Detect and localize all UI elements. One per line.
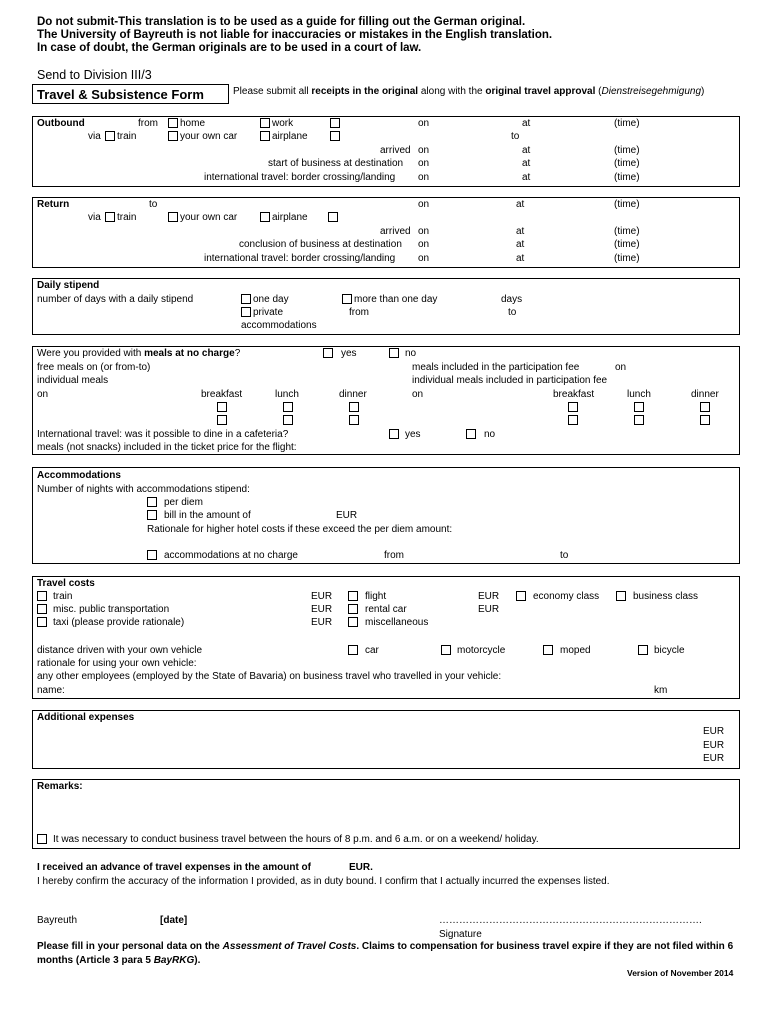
return-arrived-on: on: [418, 226, 430, 237]
economy-class-label: economy class: [533, 591, 600, 602]
bill-label: bill in the amount of: [164, 510, 251, 521]
dinner-checkbox-right-1[interactable]: [700, 402, 710, 412]
note2-post: ).: [194, 955, 201, 966]
train-cost-label: train: [53, 591, 73, 602]
travel-costs-title: Travel costs: [37, 578, 95, 589]
outbound-airplane-checkbox[interactable]: [260, 131, 270, 141]
date-placeholder: [date]: [160, 915, 188, 926]
outbound-border-time: (time): [614, 172, 640, 183]
assessment-note-line-1: [37, 941, 733, 952]
lunch-checkbox-left-1[interactable]: [283, 402, 293, 412]
rental-car-eur: EUR: [478, 604, 500, 615]
bicycle-label: bicycle: [654, 645, 685, 656]
car-checkbox[interactable]: [348, 645, 358, 655]
per-diem-label: per diem: [164, 497, 203, 508]
misc-cost-label: miscellaneous: [365, 617, 429, 628]
cafeteria-yes-label: yes: [405, 429, 421, 440]
more-days-checkbox[interactable]: [342, 294, 352, 304]
outbound-at: at: [522, 118, 531, 129]
note-assessment: Assessment of Travel Costs: [222, 941, 357, 952]
night-weekend-checkbox[interactable]: [37, 834, 47, 844]
return-arrived-at: at: [516, 226, 525, 237]
outbound-title: Outbound: [37, 118, 85, 129]
return-time: (time): [614, 199, 640, 210]
city: Bayreuth: [37, 915, 78, 926]
stipend-from: from: [349, 307, 369, 318]
accommodations-label: accommodations: [241, 320, 317, 331]
cafeteria-yes-checkbox[interactable]: [389, 429, 399, 439]
outbound-other-checkbox[interactable]: [330, 131, 340, 141]
outbound-arrived-at: at: [522, 145, 531, 156]
train-cost-eur: EUR: [311, 591, 333, 602]
no-charge-accommodations-checkbox[interactable]: [147, 550, 157, 560]
dinner-checkbox-right-2[interactable]: [700, 415, 710, 425]
no-charge-label: accommodations at no charge: [164, 550, 298, 561]
outbound-arrived: arrived: [380, 145, 411, 156]
outbound-to: to: [511, 131, 520, 142]
signature-label: Signature: [439, 929, 482, 940]
submit-note-german: Dienstreisegehmigung: [601, 86, 702, 97]
return-border-at: at: [516, 253, 525, 264]
send-to: Send to Division III/3: [37, 68, 152, 82]
outbound-from-label: from: [138, 118, 158, 129]
return-own-car-checkbox[interactable]: [168, 212, 178, 222]
per-diem-checkbox[interactable]: [147, 497, 157, 507]
stipend-days-label: number of days with a daily stipend: [37, 294, 194, 305]
return-via-label: via: [88, 212, 101, 223]
car-label: car: [365, 645, 379, 656]
breakfast-checkbox-left-1[interactable]: [217, 402, 227, 412]
flight-meals-label: meals (not snacks) included in the ticket price for the flight:: [37, 442, 297, 453]
bicycle-checkbox[interactable]: [638, 645, 648, 655]
conclusion-business-on: on: [418, 239, 430, 250]
stipend-title: Daily stipend: [37, 280, 100, 291]
return-border-label: international travel: border crossing/landing: [204, 253, 396, 264]
outbound-own-car-label: your own car: [180, 131, 238, 142]
outbound-train-checkbox[interactable]: [105, 131, 115, 141]
advance-eur: EUR.: [349, 862, 373, 873]
return-border-time: (time): [614, 253, 640, 264]
cafeteria-no-label: no: [484, 429, 496, 440]
taxi-label: taxi (please provide rationale): [53, 617, 185, 628]
business-class-checkbox[interactable]: [616, 591, 626, 601]
motorcycle-label: motorcycle: [457, 645, 506, 656]
return-train-checkbox[interactable]: [105, 212, 115, 222]
meals-included-fee: meals included in the participation fee: [412, 362, 580, 373]
meals-question: [37, 348, 240, 359]
stipend-to: to: [508, 307, 517, 318]
submit-note-approval: original travel approval: [485, 86, 596, 97]
taxi-eur: EUR: [311, 617, 333, 628]
vehicle-rationale-label: rationale for using your own vehicle:: [37, 658, 197, 669]
note2-pre: months (Article 3 para 5: [37, 955, 154, 966]
return-airplane-label: airplane: [272, 212, 308, 223]
disclaimer-line-3: In case of doubt, the German originals are to be used in a court of law.: [37, 42, 422, 54]
outbound-arrived-time: (time): [614, 145, 640, 156]
night-weekend-label: It was necessary to conduct business travel between the hours of 8 p.m. and 6 a.m. or on a weekend/ holiday.: [53, 834, 539, 845]
flight-cost-eur: EUR: [478, 591, 500, 602]
no-charge-from: from: [384, 550, 404, 561]
more-days-label: more than one day: [354, 294, 438, 305]
outbound-border-at: at: [522, 172, 531, 183]
disclaimer-line-2: The University of Bayreuth is not liable for inaccuracies or mistakes in the English translation.: [37, 29, 553, 41]
submit-note-mid: along with the: [418, 86, 486, 97]
meals-question-pre: Were you provided with: [37, 348, 145, 359]
lunch-checkbox-right-1[interactable]: [634, 402, 644, 412]
start-business-label: start of business at destination: [268, 158, 404, 169]
confirm-statement: I hereby confirm the accuracy of the information I provided, as in duty bound. I confirm that I actually incurred the expenses listed.: [37, 876, 610, 887]
public-transport-eur: EUR: [311, 604, 333, 615]
outbound-airplane-label: airplane: [272, 131, 308, 142]
meals-included-on: on: [615, 362, 627, 373]
distance-label: distance driven with your own vehicle: [37, 645, 203, 656]
return-arrived-time: (time): [614, 226, 640, 237]
misc-cost-checkbox[interactable]: [348, 617, 358, 627]
outbound-border-on: on: [418, 172, 430, 183]
economy-class-checkbox[interactable]: [516, 591, 526, 601]
meals-on-left: on: [37, 389, 49, 400]
start-business-time: (time): [614, 158, 640, 169]
bill-eur: EUR: [336, 510, 358, 521]
additional-eur-2: EUR: [703, 740, 725, 751]
one-day-checkbox[interactable]: [241, 294, 251, 304]
flight-cost-checkbox[interactable]: [348, 591, 358, 601]
submit-note-close: ): [701, 86, 705, 97]
form-title-box: [32, 84, 229, 104]
stipend-days-unit: days: [501, 294, 523, 305]
outbound-own-car-checkbox[interactable]: [168, 131, 178, 141]
private-label: private: [253, 307, 284, 318]
note-pre: Please fill in your personal data on the: [37, 941, 223, 952]
disclaimer-line-1: Do not submit-This translation is to be used as a guide for filling out the German original.: [37, 16, 526, 28]
free-meals-label: free meals on (or from-to): [37, 362, 151, 373]
outbound-via-label: via: [88, 131, 101, 142]
employee-name-label: name:: [37, 685, 65, 696]
dinner-label-left: dinner: [339, 389, 367, 400]
note-post: . Claims to compensation for business travel expire if they are not filed within 6: [356, 941, 734, 952]
rental-car-checkbox[interactable]: [348, 604, 358, 614]
return-train-label: train: [117, 212, 137, 223]
motorcycle-checkbox[interactable]: [441, 645, 451, 655]
return-title: Return: [37, 199, 70, 210]
dinner-label-right: dinner: [691, 389, 719, 400]
rental-car-label: rental car: [365, 604, 407, 615]
km-label: km: [654, 685, 668, 696]
dinner-checkbox-left-2[interactable]: [349, 415, 359, 425]
moped-label: moped: [560, 645, 591, 656]
outbound-on: on: [418, 118, 430, 129]
moped-checkbox[interactable]: [543, 645, 553, 655]
conclusion-business-label: conclusion of business at destination: [239, 239, 402, 250]
private-accommodations-checkbox[interactable]: [241, 307, 251, 317]
hotel-rationale-label: Rationale for higher hotel costs if these exceed the per diem amount:: [147, 524, 453, 535]
version: Version of November 2014: [627, 968, 734, 978]
public-transport-label: misc. public transportation: [53, 604, 170, 615]
return-airplane-checkbox[interactable]: [260, 212, 270, 222]
conclusion-business-at: at: [516, 239, 525, 250]
lunch-checkbox-left-2[interactable]: [283, 415, 293, 425]
additional-eur-3: EUR: [703, 753, 725, 764]
return-other-checkbox[interactable]: [328, 212, 338, 222]
meals-on-right: on: [412, 389, 424, 400]
submit-note-open: (: [595, 86, 602, 97]
individual-included-label: individual meals included in participation fee: [412, 375, 608, 386]
lunch-checkbox-right-2[interactable]: [634, 415, 644, 425]
public-transport-checkbox[interactable]: [37, 604, 47, 614]
assessment-note-line-2: [37, 955, 200, 966]
additional-eur-1: EUR: [703, 726, 725, 737]
meals-no-checkbox[interactable]: [389, 348, 399, 358]
work-checkbox[interactable]: [260, 118, 270, 128]
individual-meals-label: individual meals: [37, 375, 109, 386]
return-at: at: [516, 199, 525, 210]
one-day-label: one day: [253, 294, 289, 305]
home-checkbox[interactable]: [168, 118, 178, 128]
flight-cost-label: flight: [365, 591, 387, 602]
additional-expenses-title: Additional expenses: [37, 712, 135, 723]
note2-law: BayRKG: [153, 955, 195, 966]
outbound-border-label: international travel: border crossing/landing: [204, 172, 396, 183]
breakfast-checkbox-right-1[interactable]: [568, 402, 578, 412]
taxi-checkbox[interactable]: [37, 617, 47, 627]
home-label: home: [180, 118, 206, 129]
breakfast-label-right: breakfast: [553, 389, 595, 400]
meals-question-post: ?: [234, 348, 241, 359]
outbound-train-label: train: [117, 131, 137, 142]
nights-label: Number of nights with accommodations stipend:: [37, 484, 250, 495]
form-title: Travel & Subsistence Form: [37, 87, 204, 102]
submit-note-pre: Please submit all: [233, 86, 312, 97]
cafeteria-question: International travel: was it possible to dine in a cafeteria?: [37, 429, 289, 440]
remarks-title: Remarks:: [37, 781, 83, 792]
cafeteria-no-checkbox[interactable]: [466, 429, 476, 439]
accommodations-title: Accommodations: [37, 470, 121, 481]
work-label: work: [272, 118, 294, 129]
meals-yes-checkbox[interactable]: [323, 348, 333, 358]
business-class-label: business class: [633, 591, 699, 602]
start-business-at: at: [522, 158, 531, 169]
submit-note-receipts: receipts in the original: [311, 86, 419, 97]
outbound-time: (time): [614, 118, 640, 129]
submit-note: [233, 86, 704, 97]
return-border-on: on: [418, 253, 430, 264]
meals-no-label: no: [405, 348, 417, 359]
return-to-label: to: [149, 199, 158, 210]
outbound-arrived-on: on: [418, 145, 430, 156]
no-charge-to: to: [560, 550, 569, 561]
lunch-label-right: lunch: [627, 389, 651, 400]
breakfast-label-left: breakfast: [201, 389, 243, 400]
breakfast-checkbox-right-2[interactable]: [568, 415, 578, 425]
return-on: on: [418, 199, 430, 210]
conclusion-business-time: (time): [614, 239, 640, 250]
meals-question-bold: meals at no charge: [144, 348, 235, 359]
other-employees-label: any other employees (employed by the State of Bavaria) on business travel who travelled in your vehicle:: [37, 671, 502, 682]
advance-label: I received an advance of travel expenses in the amount of: [37, 862, 311, 873]
start-business-on: on: [418, 158, 430, 169]
lunch-label-left: lunch: [275, 389, 299, 400]
train-cost-checkbox[interactable]: [37, 591, 47, 601]
additional-expenses-section: [32, 710, 740, 769]
bill-checkbox[interactable]: [147, 510, 157, 520]
other-origin-checkbox[interactable]: [330, 118, 340, 128]
meals-yes-label: yes: [341, 348, 357, 359]
return-own-car-label: your own car: [180, 212, 238, 223]
breakfast-checkbox-left-2[interactable]: [217, 415, 227, 425]
stipend-section: [32, 278, 740, 335]
return-arrived: arrived: [380, 226, 411, 237]
dinner-checkbox-left-1[interactable]: [349, 402, 359, 412]
signature-line: …………………………………………………………………….: [439, 915, 702, 926]
